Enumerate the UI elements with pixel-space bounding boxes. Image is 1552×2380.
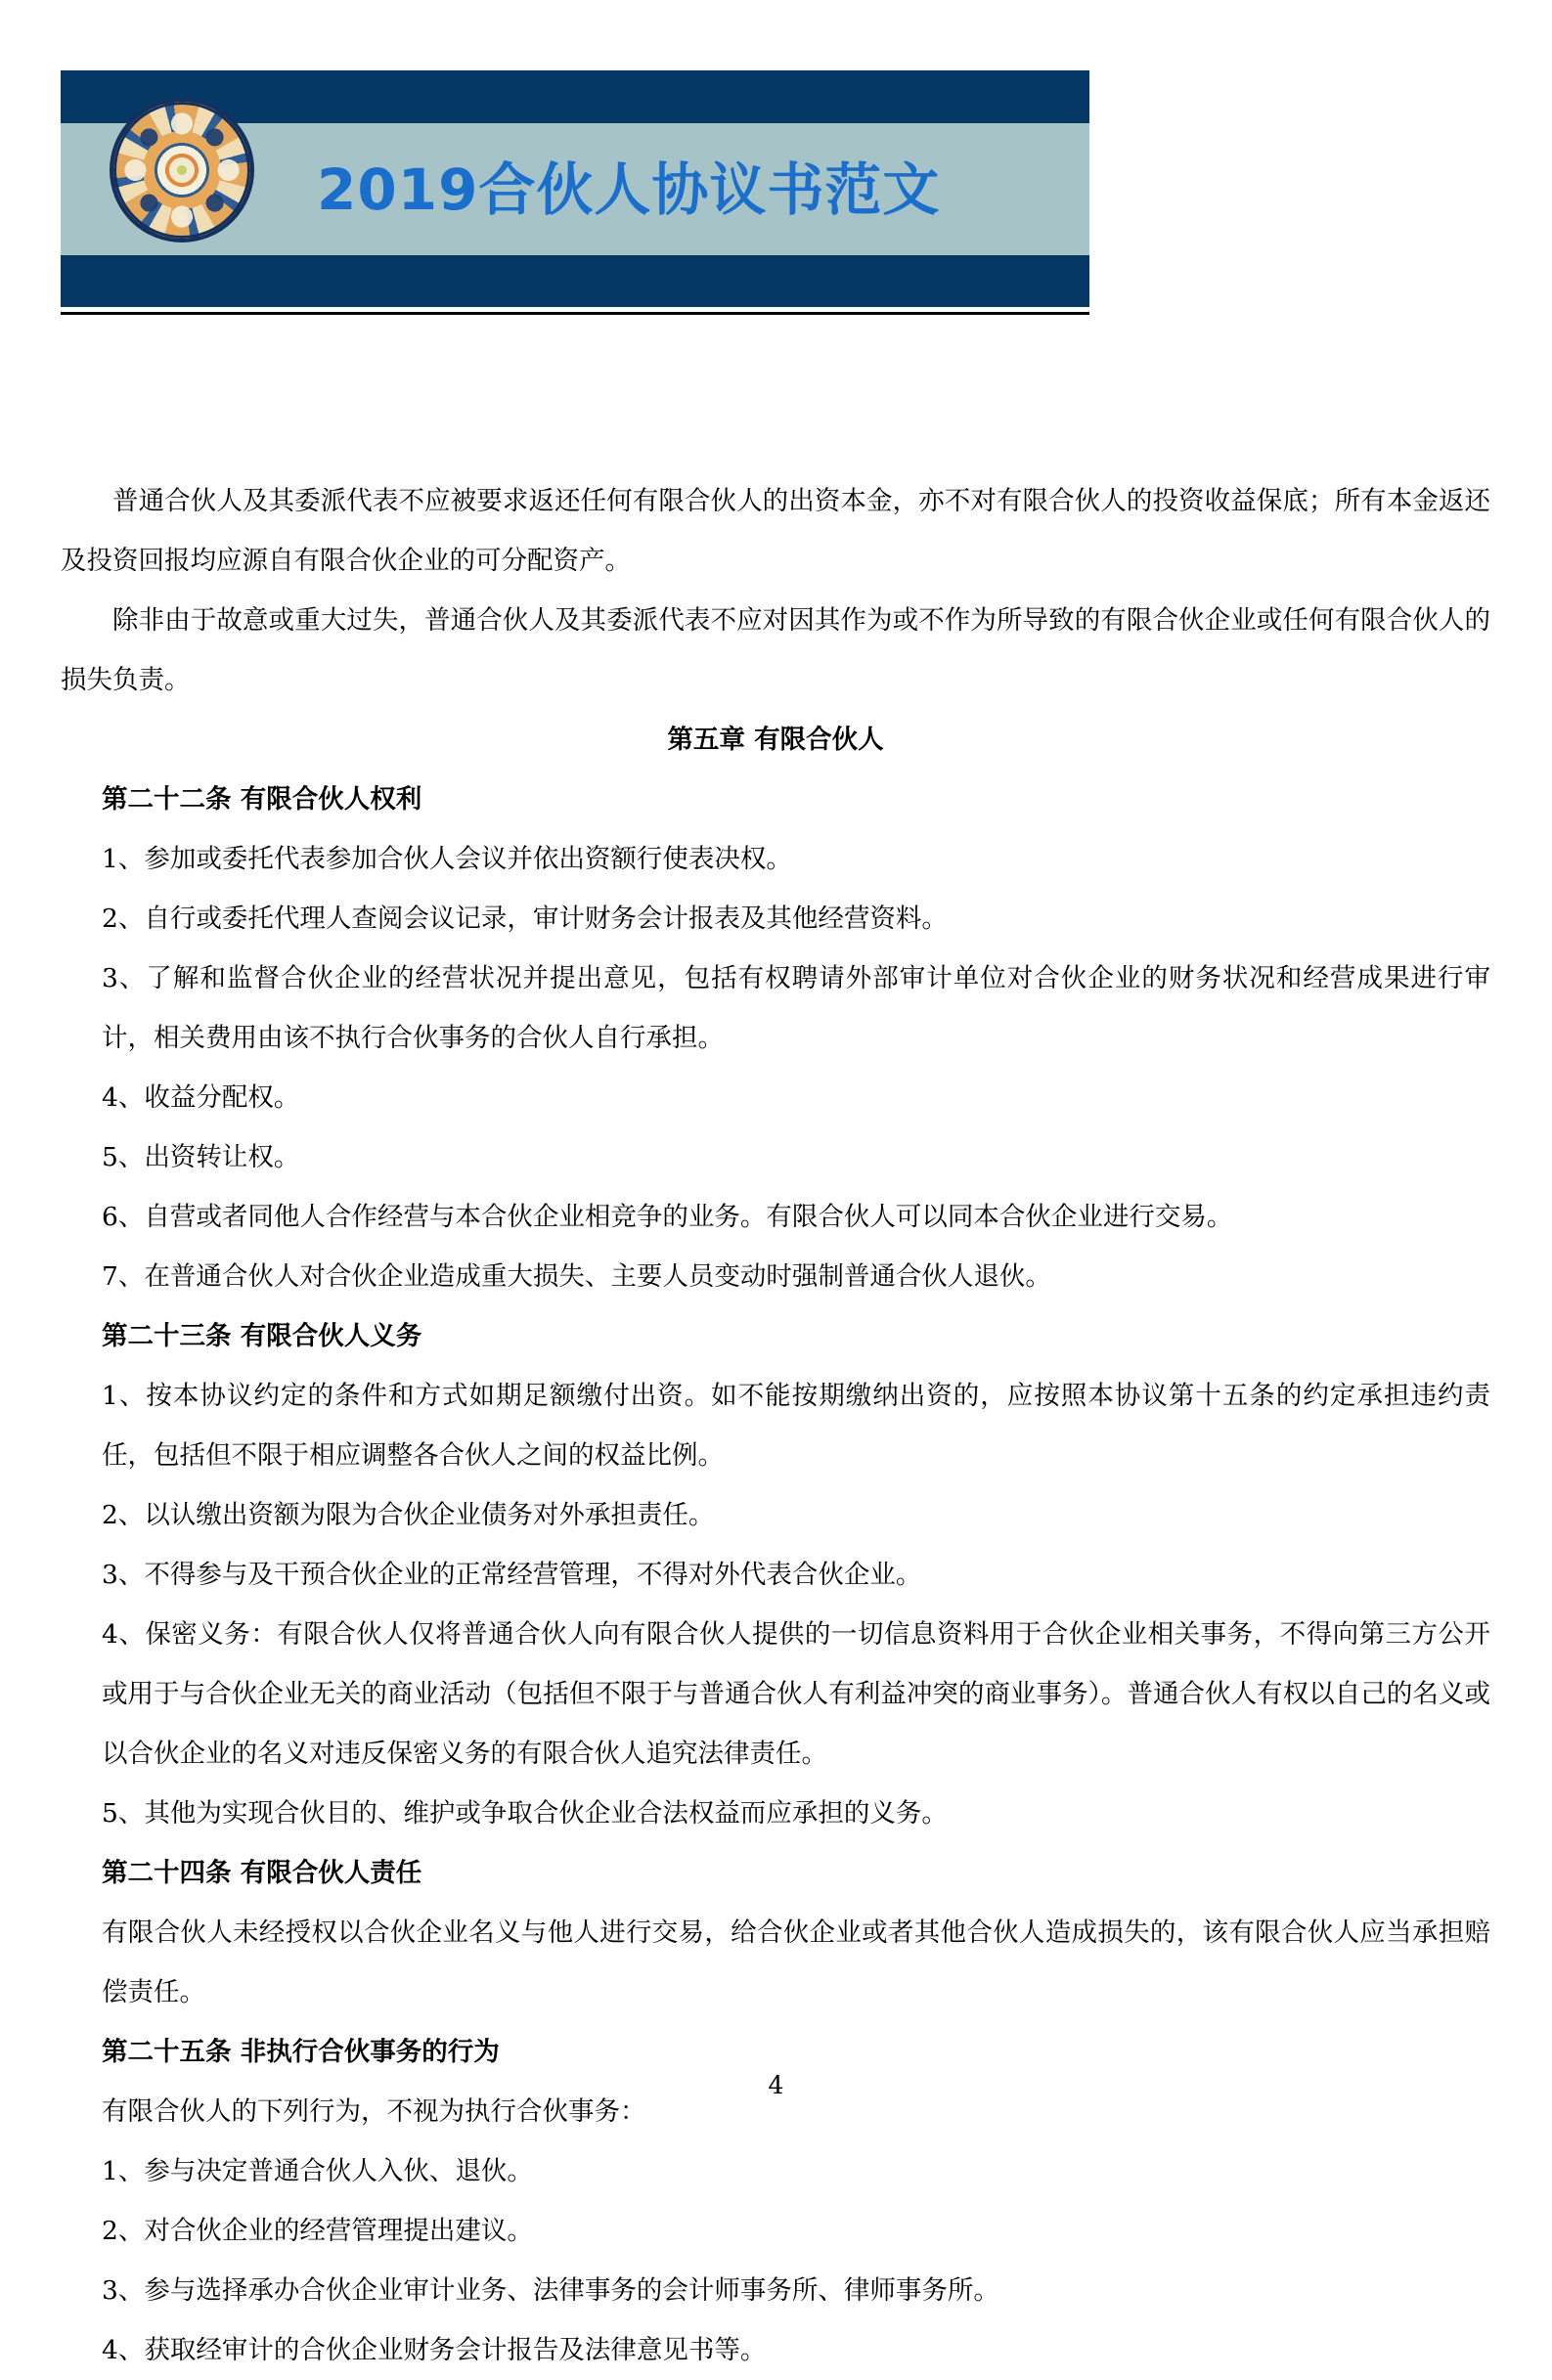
article-heading-23: 第二十三条 有限合伙人义务 — [102, 1321, 422, 1351]
list-item-22-4: 4、收益分配权。 — [102, 1082, 300, 1113]
banner-divider-rule — [61, 312, 1089, 315]
list-item-22-5: 5、出资转让权。 — [102, 1142, 300, 1172]
list-item-22-7: 7、在普通合伙人对合伙企业造成重大损失、主要人员变动时强制普通合伙人退伙。 — [102, 1261, 1051, 1292]
list-item-25-1: 1、参与决定普通合伙人入伙、退伙。 — [102, 2156, 533, 2186]
banner-title: 2019合伙人协议书范文 — [317, 155, 941, 223]
floral-medallion-icon — [110, 98, 254, 242]
article-heading-22: 第二十二条 有限合伙人权利 — [102, 784, 422, 815]
list-item-25-3: 3、参与选择承办合伙企业审计业务、法律事务的会计师事务所、律师事务所。 — [102, 2275, 999, 2306]
article-body-25: 有限合伙人的下列行为，不视为执行合伙事务： — [102, 2096, 646, 2127]
banner-bottom-band — [61, 255, 1089, 307]
document-banner — [61, 70, 1089, 315]
list-item-23-5: 5、其他为实现合伙目的、维护或争取合伙企业合法权益而应承担的义务。 — [102, 1798, 948, 1829]
banner-middle-band — [61, 123, 1089, 255]
list-item-25-4: 4、获取经审计的合伙企业财务会计报告及法律意见书等。 — [102, 2335, 767, 2365]
list-item-23-4: 4、保密义务：有限合伙人仅将普通合伙人向有限合伙人提供的一切信息资料用于合伙企业相关事务，不得向第三方公开或用于与合伙企业无关的商业活动（包括但不限于与普通合伙人有利益冲突的商业事务）。普通合伙人有权以自己的名义或以合伙企业的名义对违反保密义务的有限合伙人追究法律责任。 — [102, 1619, 1490, 1769]
chapter-heading-5: 第五章 有限合伙人 — [667, 725, 884, 755]
list-item-22-2: 2、自行或委托代理人查阅会议记录，审计财务会计报表及其他经营资料。 — [102, 904, 948, 934]
list-item-22-3: 3、了解和监督合伙企业的经营状况并提出意见，包括有权聘请外部审计单位对合伙企业的财务状况和经营成果进行审计，相关费用由该不执行合伙事务的合伙人自行承担。 — [102, 963, 1490, 1053]
list-item-22-6: 6、自营或者同他人合作经营与本合伙企业相竞争的业务。有限合伙人可以同本合伙企业进行交易。 — [102, 1202, 1233, 1232]
list-item-25-2: 2、对合伙企业的经营管理提出建议。 — [102, 2216, 533, 2246]
article-heading-25: 第二十五条 非执行合伙事务的行为 — [102, 2037, 500, 2067]
list-item-23-2: 2、以认缴出资额为限为合伙企业债务对外承担责任。 — [102, 1500, 715, 1530]
list-item-23-3: 3、不得参与及干预合伙企业的正常经营管理，不得对外代表合伙企业。 — [102, 1560, 922, 1590]
page-number: 4 — [768, 2071, 784, 2099]
list-item-22-1: 1、参加或委托代表参加合伙人会议并依出资额行使表决权。 — [102, 844, 792, 874]
article-heading-24: 第二十四条 有限合伙人责任 — [102, 1858, 422, 1888]
paragraph-intro-2: 除非由于故意或重大过失，普通合伙人及其委派代表不应对因其作为或不作为所导致的有限合伙企业或任何有限合伙人的损失负责。 — [61, 605, 1490, 695]
list-item-23-1: 1、按本协议约定的条件和方式如期足额缴付出资。如不能按期缴纳出资的，应按照本协议第十五条的约定承担违约责任，包括但不限于相应调整各合伙人之间的权益比例。 — [102, 1381, 1490, 1471]
article-body-24: 有限合伙人未经授权以合伙企业名义与他人进行交易，给合伙企业或者其他合伙人造成损失的，该有限合伙人应当承担赔偿责任。 — [102, 1917, 1490, 2007]
paragraph-intro-1: 普通合伙人及其委派代表不应被要求返还任何有限合伙人的出资本金，亦不对有限合伙人的投资收益保底；所有本金返还及投资回报均应源自有限合伙企业的可分配资产。 — [61, 486, 1490, 576]
